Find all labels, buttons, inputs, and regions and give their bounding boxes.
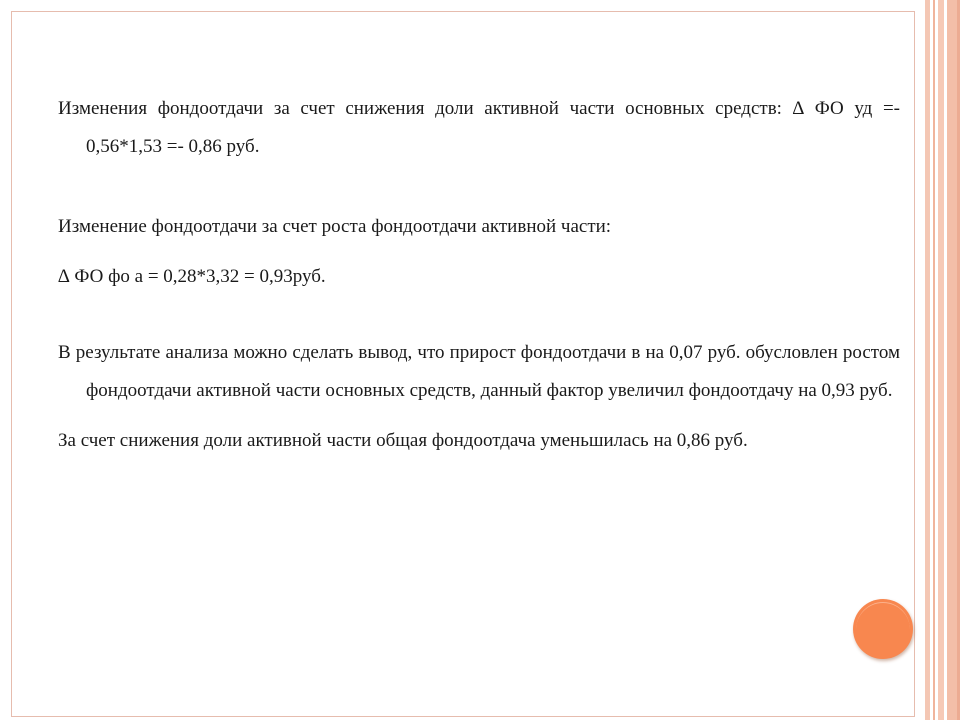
accent-circle bbox=[853, 599, 913, 659]
stripe bbox=[947, 0, 957, 720]
paragraph-conclusion: В результате анализа можно сделать вывод, что прирост фондоотдачи в на 0,07 руб. обусловлен ростом фондоотдачи активной части основных средств, данный фактор увеличил фондоотдачу на 0,93 руб. bbox=[58, 342, 900, 401]
stripe bbox=[925, 0, 930, 720]
paragraph-fo-growth-formula: ∆ ФО фо а = 0,28*3,32 = 0,93руб. bbox=[58, 266, 326, 287]
paragraph-fo-growth-heading: Изменение фондоотдачи за счет роста фондоотдачи активной части: bbox=[58, 216, 612, 237]
slide-body bbox=[58, 90, 900, 460]
stripe bbox=[938, 0, 944, 720]
decorative-stripes bbox=[922, 0, 960, 720]
paragraph-share-decrease: За счет снижения доли активной части общая фондоотдача уменьшилась на 0,86 руб. bbox=[58, 430, 748, 451]
paragraph-fo-share-change: Изменения фондоотдачи за счет снижения доли активной части основных средств: ∆ ФО уд =- 0,56*1,53 =- 0,86 руб. bbox=[58, 98, 900, 157]
stripe bbox=[933, 0, 935, 720]
